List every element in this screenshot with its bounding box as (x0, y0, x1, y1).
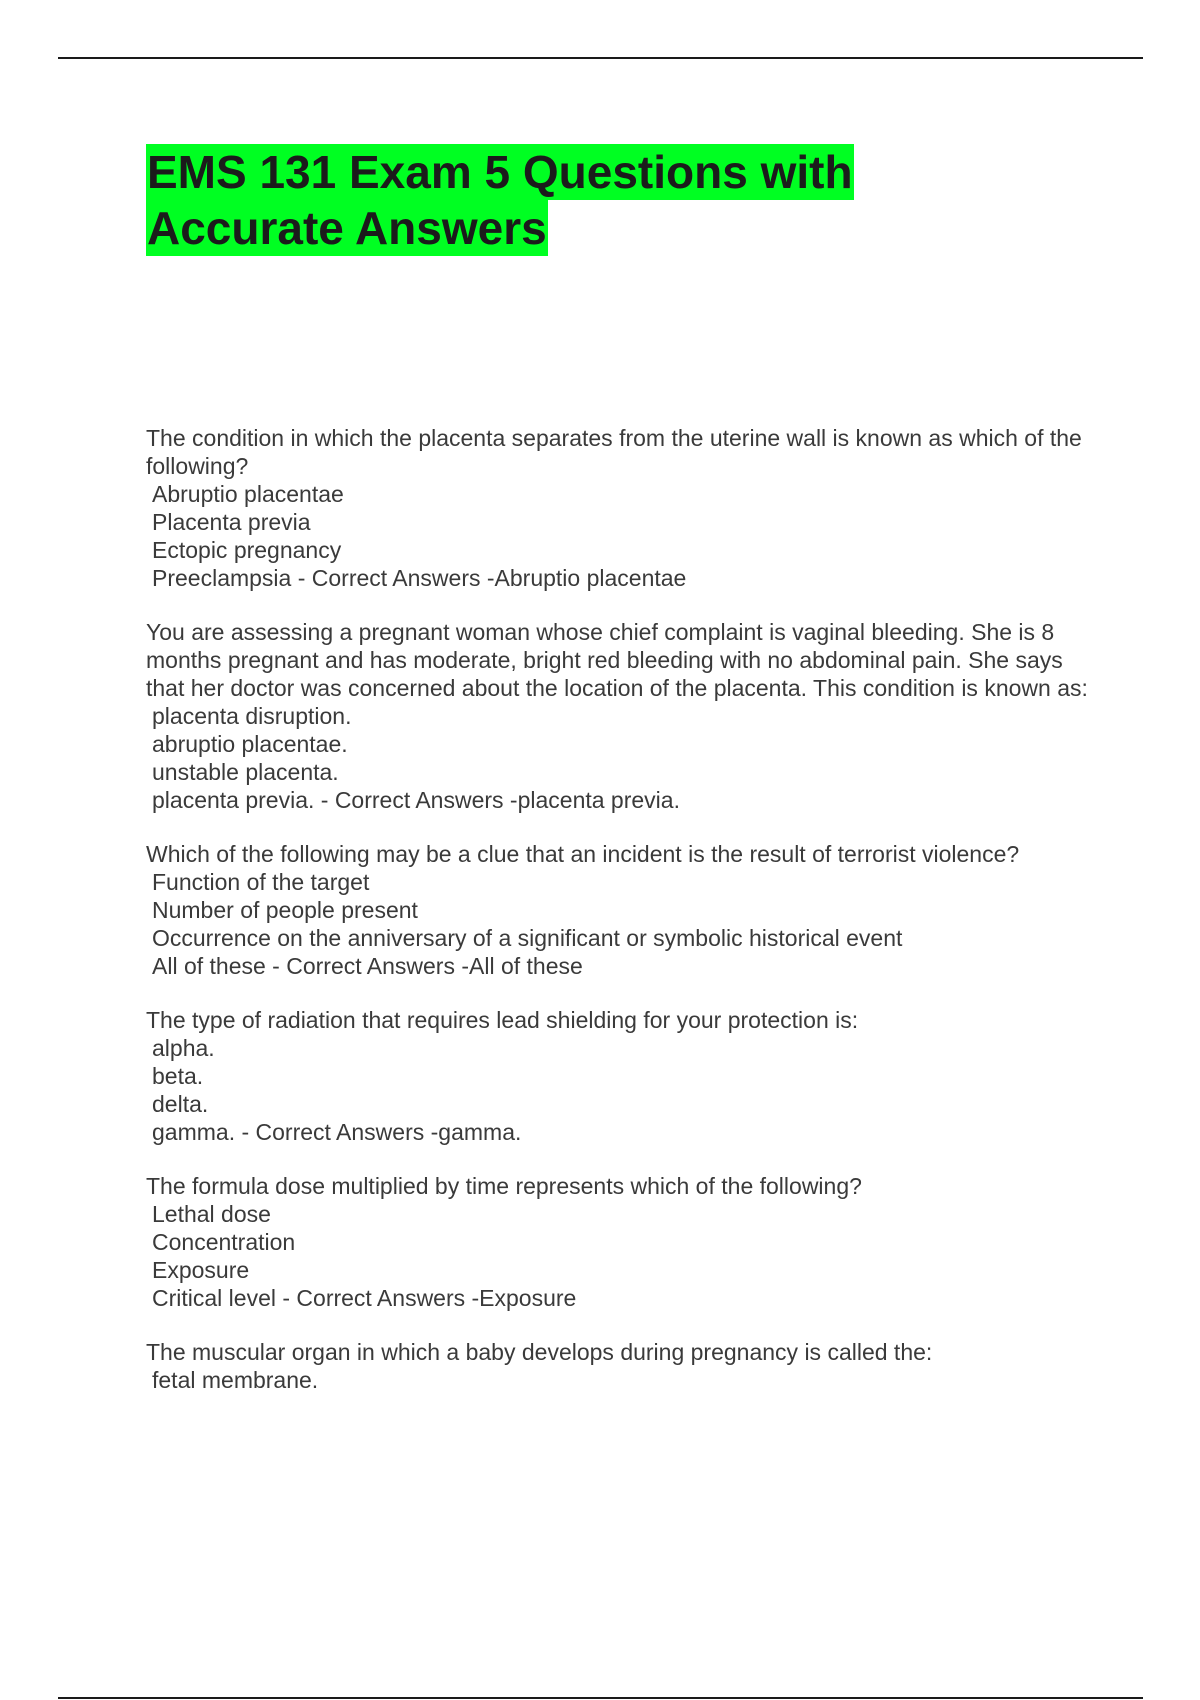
answer-option: Abruptio placentae (152, 481, 344, 507)
question-block (146, 840, 1096, 980)
document-title (146, 144, 854, 256)
answer-option-with-correct-answer: placenta previa. - Correct Answers -placenta previa. (152, 787, 680, 813)
question-stem: The type of radiation that requires lead shielding for your protection is: (146, 1007, 859, 1033)
title-line-1: EMS 131 Exam 5 Questions with (147, 146, 853, 198)
question-stem: The muscular organ in which a baby develops during pregnancy is called the: (146, 1339, 933, 1365)
answer-option: Occurrence on the anniversary of a significant or symbolic historical event (152, 925, 903, 951)
question-block (146, 618, 1096, 814)
question-block (146, 1338, 1096, 1394)
question-block (146, 424, 1096, 592)
answer-option: abruptio placentae. (152, 731, 348, 757)
answer-option: unstable placenta. (152, 759, 339, 785)
question-list (146, 424, 1096, 1420)
answer-option: Function of the target (152, 869, 370, 895)
answer-option: alpha. (152, 1035, 215, 1061)
answer-option: Number of people present (152, 897, 418, 923)
top-rule (58, 57, 1143, 59)
answer-option: Exposure (152, 1257, 250, 1283)
bottom-rule (58, 1697, 1143, 1699)
question-stem: The formula dose multiplied by time represents which of the following? (146, 1173, 862, 1199)
title-line-2: Accurate Answers (147, 202, 547, 254)
answer-option-with-correct-answer: Critical level - Correct Answers -Exposure (152, 1285, 577, 1311)
answer-option-with-correct-answer: All of these - Correct Answers -All of these (152, 953, 583, 979)
answer-option: Lethal dose (152, 1201, 271, 1227)
answer-option: placenta disruption. (152, 703, 352, 729)
question-block (146, 1172, 1096, 1312)
answer-option: delta. (152, 1091, 209, 1117)
answer-option-with-correct-answer: Preeclampsia - Correct Answers -Abruptio placentae (152, 565, 687, 591)
answer-option: Placenta previa (152, 509, 311, 535)
question-block (146, 1006, 1096, 1146)
answer-option: Concentration (152, 1229, 296, 1255)
answer-option: Ectopic pregnancy (152, 537, 342, 563)
answer-option: fetal membrane. (152, 1367, 319, 1393)
answer-option-with-correct-answer: gamma. - Correct Answers -gamma. (152, 1119, 522, 1145)
question-stem: Which of the following may be a clue that an incident is the result of terrorist violence? (146, 841, 1020, 867)
question-stem: You are assessing a pregnant woman whose chief complaint is vaginal bleeding. She is 8 months pregnant and has moderate, bright red bleeding with no abdominal pain. She says that her doctor was concerned about the location of the placenta. This condition is known as: (146, 619, 1088, 701)
answer-option: beta. (152, 1063, 204, 1089)
question-stem: The condition in which the placenta separates from the uterine wall is known as which of the following? (146, 425, 1089, 479)
